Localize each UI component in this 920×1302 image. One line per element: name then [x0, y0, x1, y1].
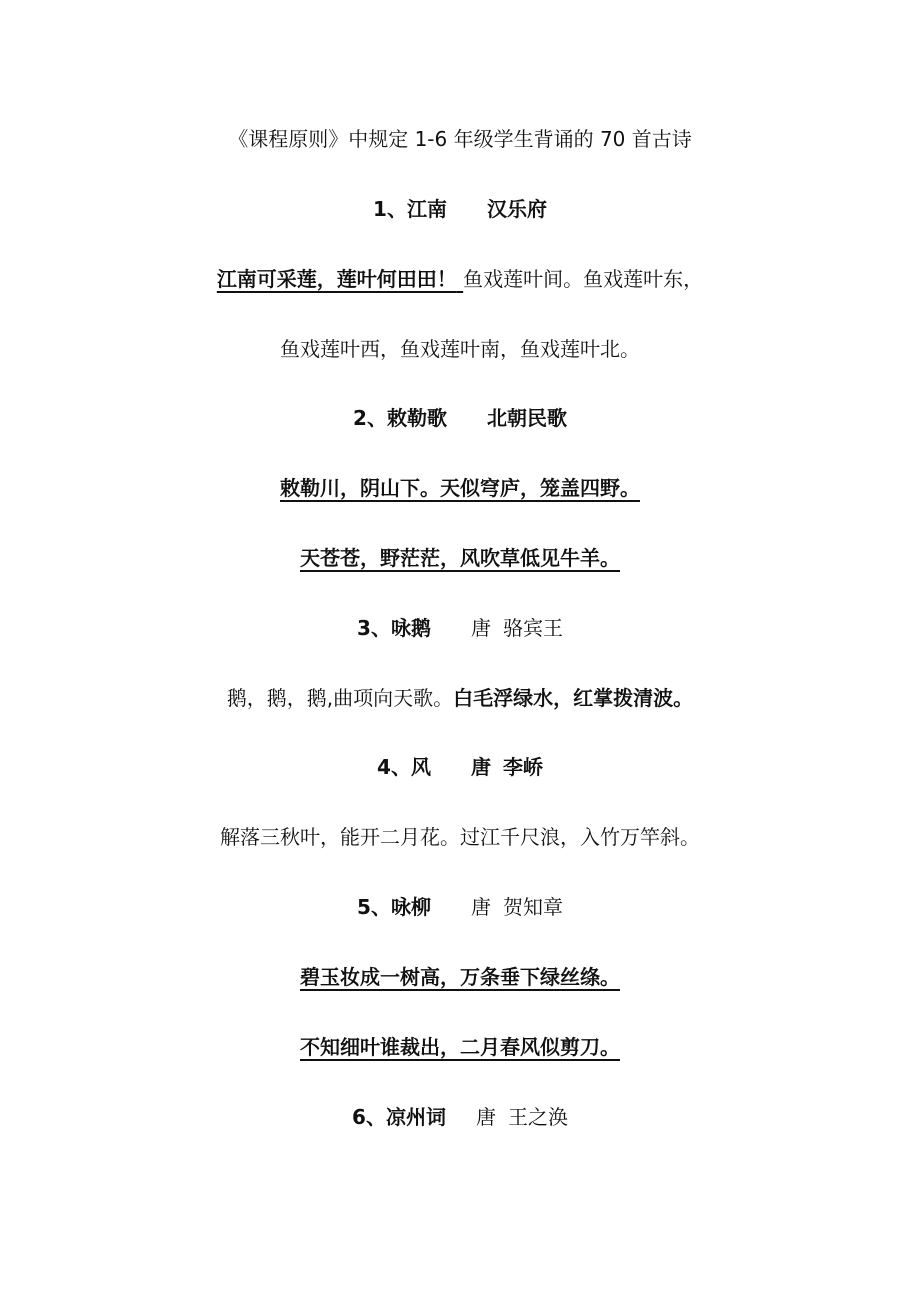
poem-title: 3、咏鹅: [357, 616, 431, 640]
document-title: 《课程原则》中规定 1-6 年级学生背诵的 70 首古诗: [228, 127, 692, 151]
poem-heading-1: [0, 195, 920, 223]
poem-dynasty: 唐: [470, 755, 491, 779]
poem-emphasis: 白毛浮绿水，红掌拨清波。: [453, 686, 694, 710]
poem-author: 汉乐府: [486, 197, 547, 221]
poem-author: 王之涣: [507, 1105, 568, 1129]
poem-text: 解落三秋叶，能开二月花。过江千尺浪，入竹万竿斜。: [220, 825, 700, 849]
poem-title: 6、凉州词: [352, 1105, 446, 1129]
poem-dynasty: 唐: [470, 616, 491, 640]
poem-emphasis: 碧玉妆成一树高，万条垂下绿丝绦。: [300, 965, 620, 989]
poem-line: [0, 963, 920, 991]
poem-line: [0, 544, 920, 572]
poem-author: 北朝民歌: [486, 406, 567, 430]
poem-title: 5、咏柳: [357, 895, 431, 919]
poem-text: 鱼戏莲叶西，鱼戏莲叶南，鱼戏莲叶北。: [280, 337, 640, 361]
poem-heading-4: [0, 753, 920, 781]
poem-text: 鱼戏莲叶间。鱼戏莲叶东，: [463, 267, 704, 291]
poem-dynasty: 唐: [470, 895, 491, 919]
poem-author: 骆宾王: [502, 616, 563, 640]
poem-line: [0, 1033, 920, 1061]
poem-emphasis: 不知细叶谁裁出，二月春风似剪刀。: [300, 1035, 620, 1059]
poem-heading-5: [0, 893, 920, 921]
poem-dynasty: 唐: [475, 1105, 496, 1129]
poem-author: 贺知章: [502, 895, 563, 919]
poem-title: 2、敕勒歌: [353, 406, 447, 430]
poem-heading-6: [0, 1103, 920, 1131]
poem-author: 李峤: [502, 755, 543, 779]
poem-emphasis: 天苍苍，野茫茫，风吹草低见牛羊。: [300, 546, 620, 570]
poem-line: [0, 823, 920, 851]
poem-line: [0, 474, 920, 502]
poem-title: 4、风: [377, 755, 431, 779]
poem-text: 鹅，鹅，鹅,曲项向天歌。: [226, 686, 454, 710]
poem-line: [0, 684, 920, 712]
poem-line: [0, 265, 920, 293]
poem-heading-3: [0, 614, 920, 642]
poem-emphasis: 敕勒川，阴山下。天似穹庐，笼盖四野。: [280, 476, 640, 500]
poem-heading-2: [0, 404, 920, 432]
poem-emphasis: 江南可采莲，莲叶何田田！: [216, 267, 457, 291]
poem-title: 1、江南: [373, 197, 447, 221]
poem-line: [0, 335, 920, 363]
